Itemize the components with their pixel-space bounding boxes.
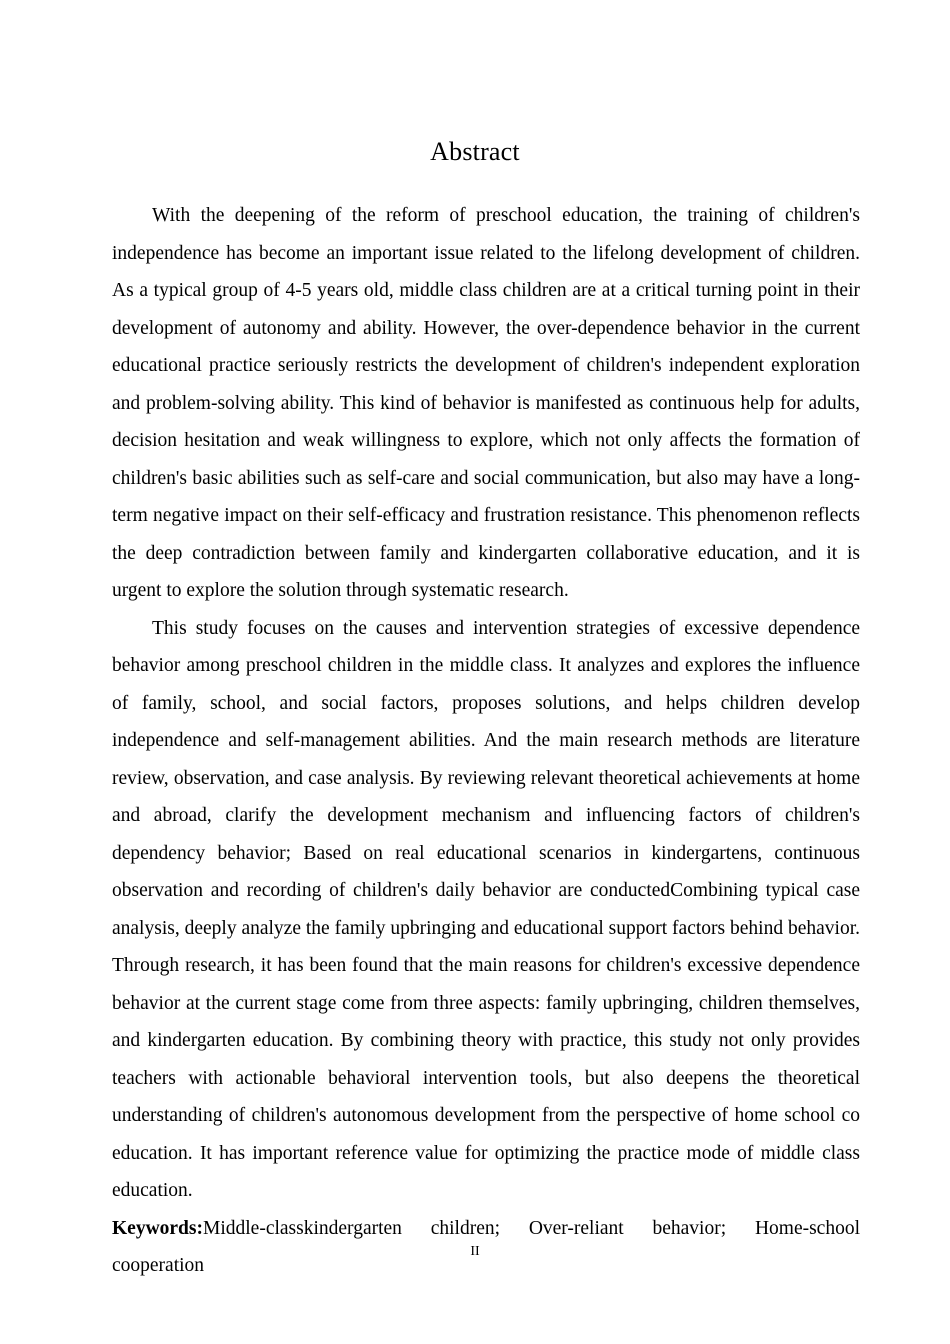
page-number-footer: II — [470, 1244, 480, 1259]
abstract-paragraph-1: With the deepening of the reform of preschool education, the training of children's independence has become an important issue related to the lifelong development of children. As a typical group of 4-5 years old, middle class children are at a critical turning point in their development of autonomy and ability. However, the over-dependence behavior in the current educational practice seriously restricts the development of children's independent exploration and problem-solving ability. This kind of behavior is manifested as continuous help for adults, decision hesitation and weak willingness to explore, which not only affects the formation of children's basic abilities such as self-care and social communication, but also may have a long-term negative impact on their self-efficacy and frustration resistance. This phenomenon reflects the deep contradiction between family and kindergarten collaborative education, and it is urgent to explore the solution through systematic research. — [112, 205, 860, 601]
page-title: Abstract — [430, 137, 520, 167]
abstract-body — [112, 197, 860, 1285]
keywords-label: Keywords: — [112, 1217, 203, 1239]
abstract-paragraph-2: This study focuses on the causes and intervention strategies of excessive dependence behavior among preschool children in the middle class. It analyzes and explores the influence of family, school, and social factors, proposes solutions, and helps children develop independence and self-management abilities. And the main research methods are literature review, observation, and case analysis. By reviewing relevant theoretical achievements at home and abroad, clarify the development mechanism and influencing factors of children's dependency behavior; Based on real educational scenarios in kindergartens, continuous observation and recording of children's daily behavior are conductedCombining typical case analysis, deeply analyze the family upbringing and educational support factors behind behavior. Through research, it has been found that the main reasons for children's excessive dependence behavior at the current stage come from three aspects: family upbringing, children themselves, and kindergarten education. By combining theory with practice, this study not only provides teachers with actionable behavioral intervention tools, but also deepens the theoretical understanding of children's autonomous development from the perspective of home school co education. It has important reference value for optimizing the practice mode of middle class education. — [112, 617, 860, 1201]
keywords-value: Middle-classkindergarten children; Over-reliant behavior; Home-school cooperation — [112, 1217, 860, 1276]
